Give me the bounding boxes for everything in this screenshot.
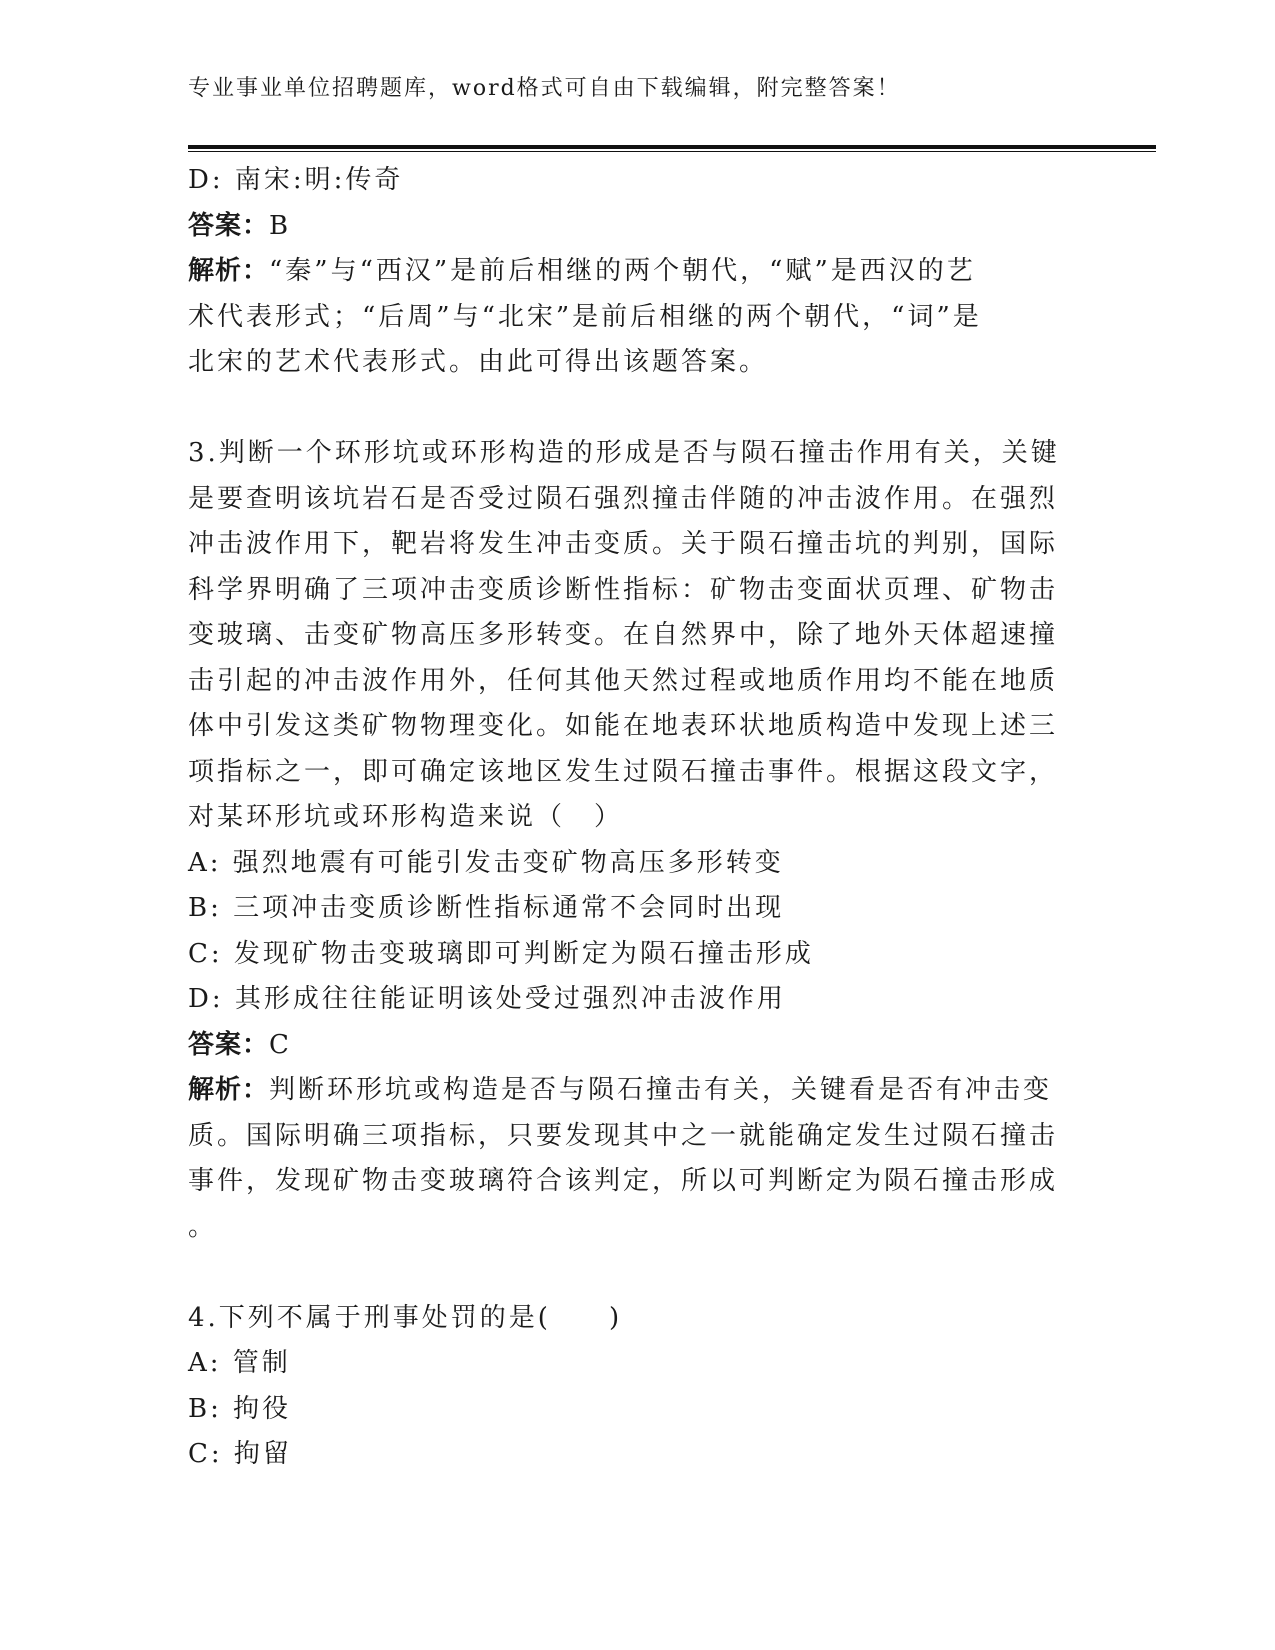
- q2-analysis-line: [188, 249, 1068, 295]
- q2-analysis-line: 术代表形式；“后周”与“北宋”是前后相继的两个朝代，“词”是: [188, 301, 982, 332]
- q3-stem-line: 击引起的冲击波作用外，任何其他天然过程或地质作用均不能在地质: [188, 665, 1059, 696]
- q3-stem-line: 科学界明确了三项冲击变质诊断性指标：矿物击变面状页理、矿物击: [188, 574, 1059, 605]
- q3-option-c: C: 发现矿物击变玻璃即可判断定为陨石撞击形成: [188, 938, 814, 969]
- q3-analysis-label: 解析：: [188, 1075, 270, 1105]
- q2-answer-value: B: [269, 210, 292, 241]
- q3-stem-line: 体中引发这类矿物物理变化。如能在地表环状地质构造中发现上述三: [188, 711, 1059, 741]
- q3-answer-label: 答案：: [188, 1029, 270, 1060]
- q3-answer-value: C: [269, 1029, 292, 1060]
- q3-stem-line: 对某环形坑或环形构造来说（ ）: [188, 802, 624, 832]
- q3-stem-line: 3.判断一个环形坑或环形构造的形成是否与陨石撞击作用有关，关键: [188, 438, 1060, 468]
- q2-answer-label: 答案：: [188, 210, 270, 241]
- q3-option-d: D: 其形成往往能证明该处受过强烈冲击波作用: [188, 984, 786, 1014]
- q3-answer: [188, 1023, 1068, 1069]
- q3-analysis-line: 事件，发现矿物击变玻璃符合该判定，所以可判断定为陨石撞击形成: [188, 1166, 1059, 1196]
- q3-stem-line: 冲击波作用下，靶岩将发生冲击变质。关于陨石撞击坑的判别，国际: [188, 529, 1059, 559]
- q4-option-c: C: 拘留: [188, 1439, 292, 1469]
- q2-answer: [188, 204, 1068, 250]
- question-content: [188, 158, 1068, 1478]
- q3-stem-line: 变玻璃、击变矿物高压多形转变。在自然界中，除了地外天体超速撞: [188, 620, 1059, 650]
- q4-option-b: B: 拘役: [188, 1393, 292, 1424]
- q3-analysis-line: [188, 1068, 1068, 1114]
- q2-analysis-text: “秦”与“西汉”是前后相继的两个朝代，“赋”是西汉的艺: [269, 256, 976, 286]
- q2-option-d: D: 南宋:明:传奇: [188, 165, 404, 195]
- q3-analysis-text: 判断环形坑或构造是否与陨石撞击有关，关键看是否有冲击变: [269, 1075, 1053, 1105]
- spacer: [188, 1250, 1068, 1296]
- q3-stem-line: 是要查明该坑岩石是否受过陨石强烈撞击伴随的冲击波作用。在强烈: [188, 483, 1059, 514]
- q3-option-b: B: 三项冲击变质诊断性指标通常不会同时出现: [188, 893, 785, 923]
- header-rule-thin: [188, 151, 1156, 152]
- q4-stem: 4.下列不属于刑事处罚的是( ): [188, 1302, 623, 1333]
- page-header: 专业事业单位招聘题库，word格式可自由下载编辑，附完整答案！: [188, 76, 901, 101]
- q3-option-a: A: 强烈地震有可能引发击变矿物高压多形转变: [188, 847, 784, 878]
- q2-analysis-label: 解析：: [188, 256, 270, 286]
- q3-analysis-line: 质。国际明确三项指标，只要发现其中之一就能确定发生过陨石撞击: [188, 1120, 1059, 1151]
- spacer: [188, 386, 1068, 432]
- header-rule-thick: [188, 145, 1156, 149]
- q3-analysis-line: 。: [188, 1211, 218, 1242]
- q2-analysis-line: 北宋的艺术代表形式。由此可得出该题答案。: [188, 347, 769, 377]
- q4-option-a: A: 管制: [188, 1348, 291, 1378]
- q3-stem-line: 项指标之一，即可确定该地区发生过陨石撞击事件。根据这段文字，: [188, 756, 1059, 787]
